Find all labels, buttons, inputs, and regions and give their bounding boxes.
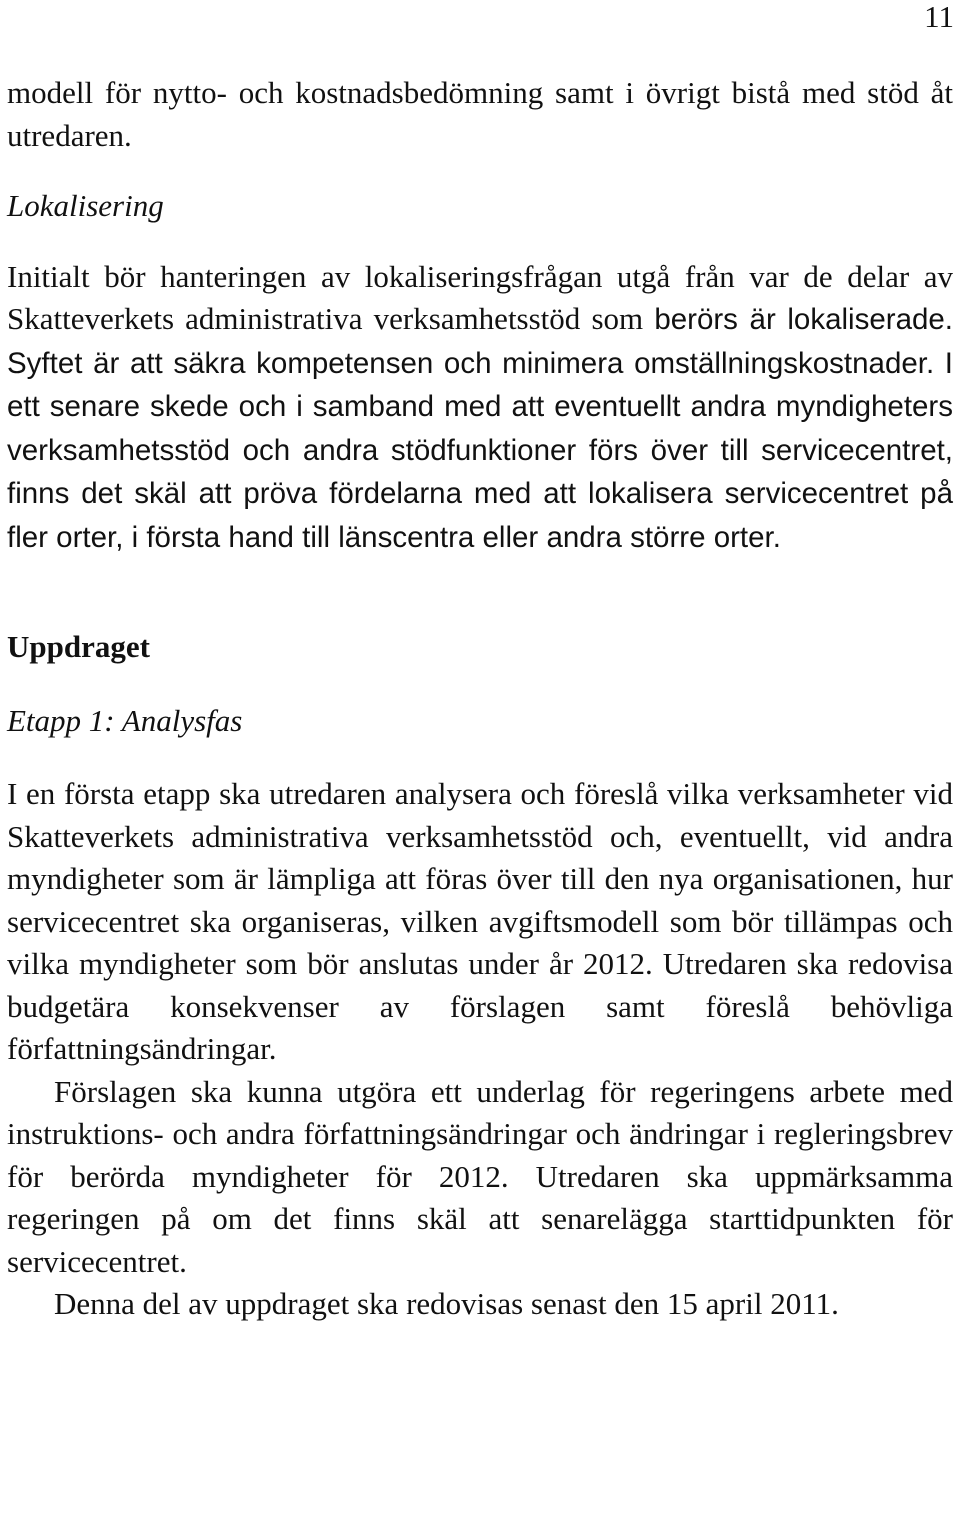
uppdraget-paragraph-3: Denna del av uppdraget ska redovisas senast den 15 april 2011. bbox=[54, 1286, 839, 1321]
subsection-heading-etapp-1: Etapp 1: Analysfas bbox=[7, 702, 243, 738]
spacer bbox=[7, 669, 953, 700]
spacer bbox=[7, 559, 953, 626]
spacer bbox=[7, 742, 953, 773]
document-body bbox=[7, 72, 953, 1326]
lokalisering-text-serif: Initialt bör hanteringen av lokaliseringsfrågan utgå från var de delar av Skatteverkets administrativa verksamhetsstöd som bbox=[7, 258, 953, 336]
lokalisering-text-sans: berörs är lokaliserade. Syftet är att säkra kompetensen och minimera omställningskostnader. I ett senare skede och i samband med att eventuellt andra myndigheters verksamhetsstöd och andra stödfunktioner förs över till servicecentret, finns det skäl att pröva fördelarna med att lokalisera servicecentret på fler orter, i första hand till länscentra eller andra större orter. bbox=[7, 303, 953, 554]
spacer bbox=[7, 157, 953, 185]
section-heading-lokalisering: Lokalisering bbox=[7, 188, 164, 223]
spacer bbox=[7, 228, 953, 256]
lokalisering-paragraph bbox=[7, 256, 953, 560]
intro-paragraph: modell för nytto- och kostnadsbedömning samt i övrigt bistå med stöd åt utredaren. bbox=[7, 75, 953, 153]
page-number: 11 bbox=[924, 0, 954, 34]
section-heading-uppdraget: Uppdraget bbox=[7, 629, 150, 664]
uppdraget-paragraph-1: I en första etapp ska utredaren analysera och föreslå vilka verksamheter vid Skatteverkets administrativa verksamhetsstöd och, eventuellt, vid andra myndigheter som är lämpliga att föras över till den nya organisationen, hur servicecentret ska organiseras, vilken avgiftsmodell som bör tillämpas och vilka myndigheter som bör anslutas under år 2012. Utredaren ska redovisa budgetära konsekvenser av förslagen samt föreslå behövliga författningsändringar. bbox=[7, 776, 953, 1066]
uppdraget-paragraph-2: Förslagen ska kunna utgöra ett underlag för regeringens arbete med instruktions- och andra författningsändringar och ändringar i regleringsbrev för berörda myndigheter för 2012. Utredaren ska uppmärksamma regeringen på om det finns skäl att senarelägga starttidpunkten för servicecentret. bbox=[7, 1073, 953, 1279]
